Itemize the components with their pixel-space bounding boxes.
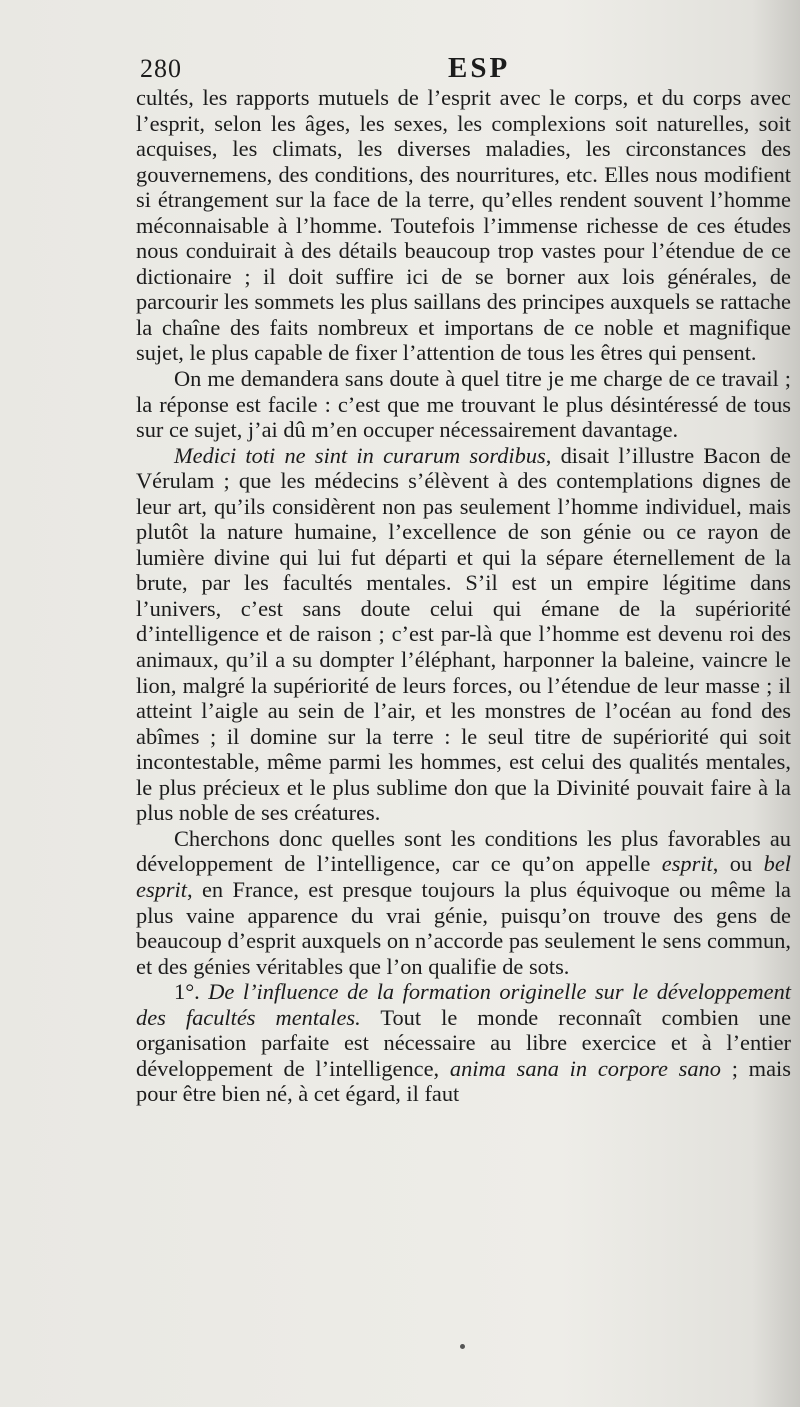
paragraph-5-part-b: ; mais pour être bien né, à cet égard, il faut [136, 1055, 791, 1107]
paragraph-5 [136, 979, 791, 1107]
paragraph-1: cultés, les rapports mutuels de l’esprit avec le corps, et du corps avec l’esprit, selon les âges, les sexes, les complexions soit naturelles, soit acquises, les climats, les diverses maladies, les circonstances des gouvernemens, des conditions, des nourritures, etc. Elles nous modifient si étrangement sur la face de la terre, qu’elles rendent souvent l’homme méconnaisable à l’homme. Toutefois l’immense richesse de ces études nous conduirait à des détails beaucoup trop vastes pour l’étendue de ce dictionaire ; il doit suffire ici de se borner aux lois générales, de parcourir les sommets les plus saillans des principes auxquels se rattache la chaîne des faits nombreux et importans de ce noble et magnifique sujet, le plus capable de fixer l’attention de tous les êtres qui pensent. [136, 85, 791, 366]
italic-esprit: esprit [661, 851, 713, 877]
paragraph-4-part-b: , ou [712, 851, 764, 877]
latin-quote-anima: anima sana in corpore sano [449, 1055, 721, 1081]
paragraph-4 [136, 826, 791, 979]
latin-quote: Medici toti ne sint in curarum sordibus [174, 442, 546, 468]
paragraph-4-part-c: , en France, est presque toujours la plus équivoque ou même la plus vaine apparence du vrai génie, puisqu’on trouve des gens de beaucoup d’esprit auxquels on n’accorde pas seulement le sens commun, et des génies véritables que l’on qualifie de sots. [136, 876, 791, 979]
section-number: 1°. [174, 979, 209, 1005]
section-heading: De l’influence de la formation originelle sur le développement des facultés mentales. [136, 979, 791, 1030]
running-head-word: ESP [448, 52, 511, 84]
paragraph-4-part-a: Cherchons donc quelles sont les conditions les plus favorables au développement de l’intelligence, car ce qu’on appelle [136, 825, 791, 877]
paragraph-5-part-a: Tout le monde reconnaît combien une organisation parfaite est nécessaire au libre exercice et à l’entier développement de l’intelligence, [136, 1004, 792, 1081]
body-text [136, 85, 791, 1107]
paragraph-3 [136, 443, 791, 826]
italic-bel-esprit: bel esprit [136, 851, 791, 902]
page-number: 280 [140, 54, 182, 83]
paragraph-2: On me demandera sans doute à quel titre je me charge de ce travail ; la réponse est facile : c’est que me trouvant le plus désintéressé de tous sur ce sujet, j’ai dû m’en occuper nécessairement davantage. [136, 366, 791, 443]
ink-speck [460, 1344, 465, 1349]
paragraph-3-text: , disait l’illustre Bacon de Vérulam ; que les médecins s’élèvent à des contemplations dignes de leur art, qu’ils considèrent non pas seulement l’homme individuel, mais plutôt la nature humaine, l’excellence de son génie ou ce rayon de lumière divine qui lui fut départi et qui la sépare éternellement de la brute, par les facultés mentales. S’il est un empire légitime dans l’univers, c’est sans doute celui qui émane de la supériorité d’intelligence et de raison ; c’est par-là que l’homme est devenu roi des animaux, qu’il a su dompter l’éléphant, harponner la baleine, vaincre le lion, malgré la supériorité de leurs forces, ou l’étendue de leur masse ; il atteint l’aigle au sein de l’air, et les monstres de l’océan au fond des abîmes ; il domine sur la terre : le seul titre de supériorité qui soit incontestable, même parmi les hommes, est celui des qualités mentales, le plus précieux et le plus sublime don que la Divinité pouvait faire à la plus noble de ses créatures. [136, 442, 791, 826]
